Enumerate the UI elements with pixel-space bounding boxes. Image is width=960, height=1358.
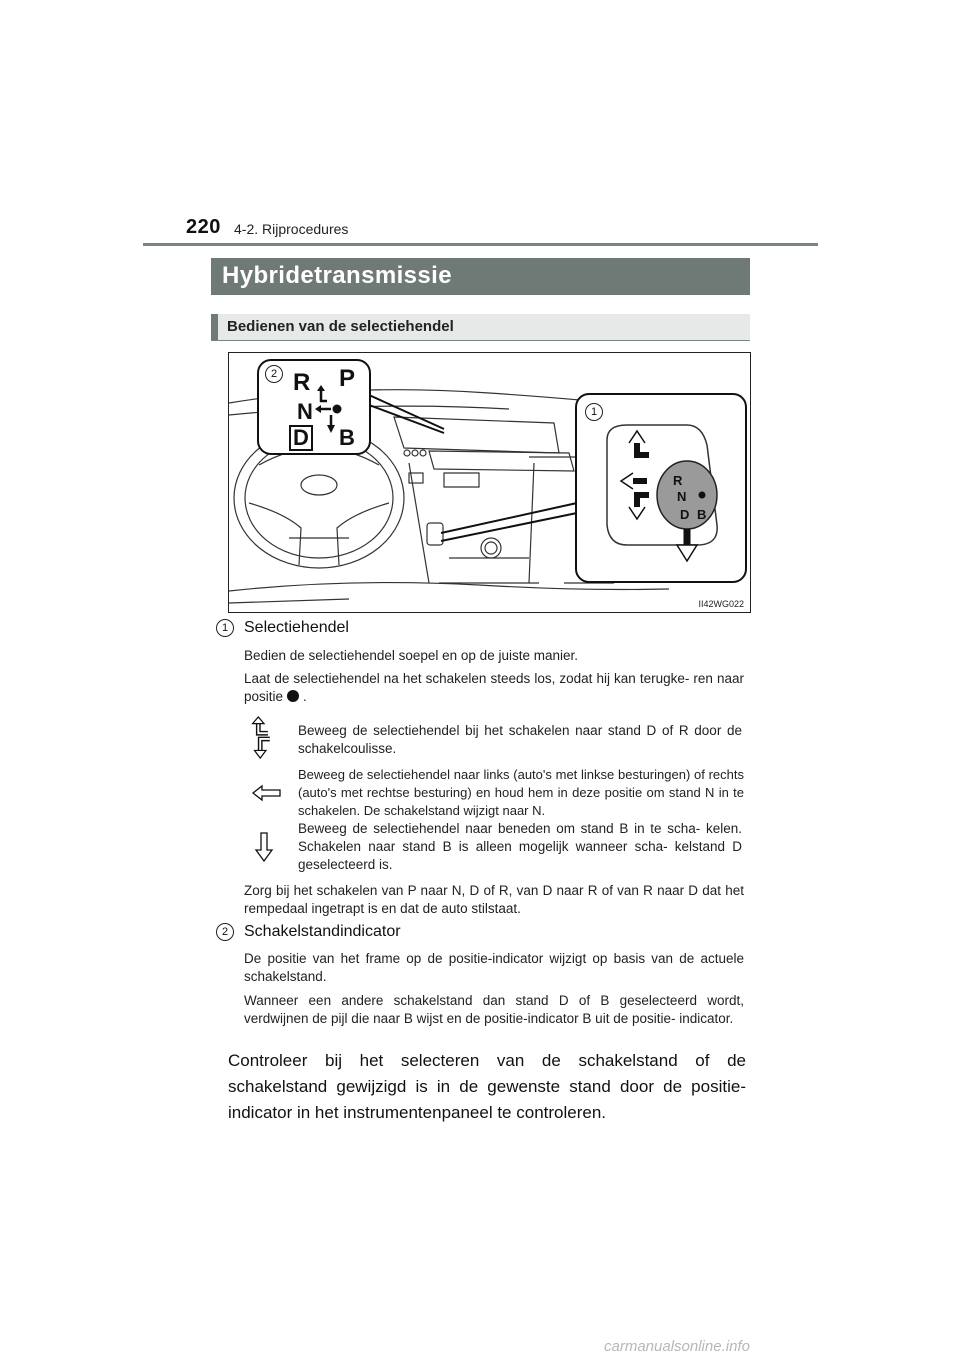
left-arrow-icon bbox=[252, 784, 282, 802]
header-divider bbox=[143, 243, 818, 246]
dashboard-figure bbox=[228, 352, 751, 613]
lever-r: R bbox=[673, 473, 683, 488]
watermark: carmanualsonline.info bbox=[604, 1338, 750, 1355]
item-number-2: 2 bbox=[216, 923, 234, 941]
page-title: Hybridetransmissie bbox=[222, 262, 452, 289]
item-1-paragraph-2 bbox=[244, 670, 744, 706]
indicator-r: R bbox=[293, 369, 311, 396]
indicator-callout bbox=[257, 359, 371, 455]
center-position-dot-icon bbox=[287, 690, 299, 702]
item-2-paragraph-2: Wanneer een andere schakelstand dan stand D of B geselecteerd wordt, verdwijnen de pijl die naar B wijst en de positie-indicator B uit de positie- indicator. bbox=[244, 993, 744, 1026]
legend-text-up-down: Beweeg de selectiehendel bij het schakelen naar stand D of R door de schakelcoulisse. bbox=[298, 723, 742, 756]
lever-n: N bbox=[677, 489, 687, 504]
item-1-paragraph-3: Zorg bij het schakelen van P naar N, D of R, van D naar R of van R naar D dat het rempedaal ingetrapt is en dat de auto stilstaat. bbox=[244, 883, 744, 916]
indicator-n: N bbox=[297, 399, 313, 424]
indicator-p: P bbox=[339, 365, 356, 392]
section-reference: 4-2. Rijprocedures bbox=[234, 221, 349, 237]
lever-callout bbox=[575, 393, 747, 583]
indicator-d: D bbox=[289, 425, 313, 451]
item-1-paragraph-1: Bedien de selectiehendel soepel en op de juiste manier. bbox=[244, 648, 578, 663]
item-2-paragraph-1: De positie van het frame op de positie-indicator wijzigt op basis van de actuele schakelstand. bbox=[244, 951, 744, 984]
legend-text-down: Beweeg de selectiehendel naar beneden om stand B in te scha- kelen. Schakelen naar stand B is alleen mogelijk wanneer scha- kelstand D geselecteerd is. bbox=[298, 821, 742, 872]
subsection-accent bbox=[211, 314, 218, 340]
callout-number-1: 1 bbox=[585, 403, 603, 421]
figure-code: II42WG022 bbox=[698, 599, 744, 609]
shift-lever-icon bbox=[577, 395, 745, 581]
page-number: 220 bbox=[186, 216, 221, 238]
lever-d: D bbox=[680, 507, 690, 522]
lever-b: B bbox=[697, 507, 707, 522]
down-arrow-icon bbox=[254, 832, 274, 862]
up-down-arrows-icon bbox=[250, 716, 280, 760]
indicator-b: B bbox=[339, 425, 355, 450]
legend-text-left: Beweeg de selectiehendel naar links (auto's met linkse besturingen) of rechts (auto's met rechtse besturing) en houd hem in deze positie om stand N in te schakelen. De schakelstand wijzigt naar N. bbox=[298, 767, 744, 818]
item-title-selectiehendel: Selectiehendel bbox=[244, 619, 349, 636]
closing-paragraph: Controleer bij het selecteren van de schakelstand of de schakelstand gewijzigd is in de gewenste stand door de positie-indicator in het instrumentenpaneel te controleren. bbox=[228, 1051, 746, 1122]
item-number-1: 1 bbox=[216, 619, 234, 637]
item-1-paragraph-2-text: Laat de selectiehendel na het schakelen steeds los, zodat hij kan terugke- ren naar positie bbox=[244, 671, 744, 704]
indicator-arrows-icon bbox=[313, 385, 349, 435]
item-title-schakelstandindicator: Schakelstandindicator bbox=[244, 923, 401, 940]
item-1-paragraph-2-end: . bbox=[303, 689, 307, 704]
callout-number-2: 2 bbox=[265, 365, 283, 383]
subsection-title: Bedienen van de selectiehendel bbox=[227, 318, 454, 335]
